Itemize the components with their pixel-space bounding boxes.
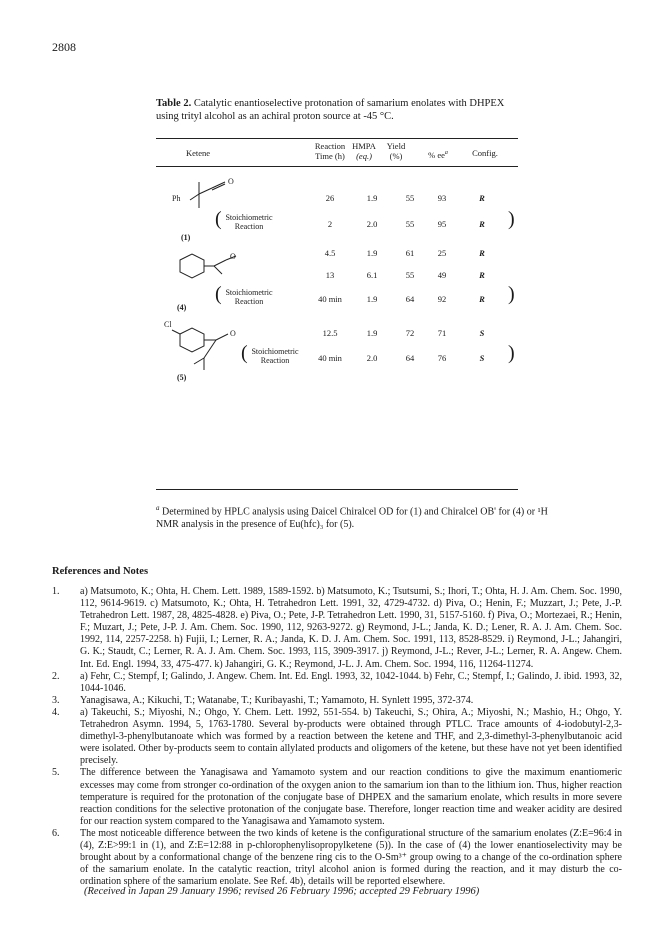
table-cell: 13 bbox=[325, 270, 335, 280]
table-cell: 1.9 bbox=[366, 248, 378, 258]
oxygen-label-5: O bbox=[230, 329, 236, 338]
reference-item: 6. The most noticeable difference between the two kinds of ketene is the configurational structure of the samarium enolates (Z:E=96:4 in (4), Z:E>99:1 in (1), and Z:E=12:88 in p-chlorophenylisopropylketene (5)). In the case of (4) the lower enantioselectivity may be brought about by a conformational change of the benzene ring cis to the O-Sm³⁺ group owing to a change of the co-ordination sphere of the samarium enolate. In the catalytic reaction, trityl alcohol anion is formed during the reaction, and it may disturb the co-ordination sphere of the samarium enolate. See Ref. 4b), details will be reported elsewhere. bbox=[52, 827, 622, 888]
stoichiometric-label-4: Stoichiometric Reaction bbox=[225, 288, 273, 306]
table-cell: 40 min bbox=[318, 294, 342, 304]
table-cell: S bbox=[479, 328, 485, 338]
oxygen-label-1: O bbox=[228, 177, 234, 186]
chlorine-label: Cl bbox=[164, 320, 172, 329]
table-cell: 1.9 bbox=[366, 328, 378, 338]
header-ketene: Ketene bbox=[185, 148, 211, 158]
header-hmpa: HMPA (eq.) bbox=[352, 141, 376, 161]
reference-item: 3. Yanagisawa, A.; Kikuchi, T.; Watanabe, T.; Kuribayashi, T.; Yamamoto, H. Synlett 1995, 372-374. bbox=[52, 694, 474, 706]
reference-item: 4. a) Takeuchi, S.; Miyoshi, N.; Ohgo, Y. Chem. Lett. 1992, 551-554. b) Takeuchi, S.; Ohira, A.; Miyoshi, N.; Mashio, H.; Ohgo, Y. Tetrahedron Asymn. 1994, 5, 1763-1780. Several by-products were obtained through PTLC. Trace amounts of 4-iodobutyl-2,3-dimethyl-3-phenylbutanoate which was formed by a reaction between the ketene and THF, and 2,3-dimethyl-3-phenylbutanoic acid were isolated. Other by-products seem to contain allylated products and oligomers of the ketene, but these have not yet been identified precisely. bbox=[52, 706, 622, 767]
table-bottom-rule bbox=[156, 489, 518, 490]
header-reaction-time: Reaction Time (h) bbox=[314, 141, 346, 161]
table-cell: 6.1 bbox=[366, 270, 378, 280]
received-dates: (Received in Japan 29 January 1996; revised 26 February 1996; accepted 29 February 1996) bbox=[84, 886, 480, 897]
phenyl-label: Ph bbox=[172, 194, 181, 203]
stoichiometric-label-1: Stoichiometric Reaction bbox=[225, 213, 273, 231]
header-config: Config. bbox=[472, 148, 498, 158]
table-cell: 2 bbox=[327, 219, 333, 229]
table-cell: 12.5 bbox=[322, 328, 338, 338]
page-number: 2808 bbox=[52, 40, 76, 54]
reference-item: 2. a) Fehr, C.; Stempf, I; Galindo, J. Angew. Chem. Int. Ed. Engl. 1993, 32, 1042-1044. b) Fehr, C.; Stempf, I.; Galindo, J. ibid. 1993, 32, 1044-1046. bbox=[52, 670, 622, 694]
open-paren-4: ( bbox=[215, 283, 222, 305]
reference-item: 1. a) Matsumoto, K.; Ohta, H. Chem. Lett. 1989, 1589-1592. b) Matsumoto, K.; Tsutsumi, S.; Ihori, T.; Ohta, H. J. Am. Chem. Soc. 1990, 112, 9614-9619. c) Matsumoto, K.; Ohta, H. Tetrahedron Lett. 1991, 32, 4729-4732. d) Piva, O.; Henin, F.; Muzzart, J.; Pete, J.-P. Tetrahedron Lett. 1987, 28, 4825-4828. e) Piva, O.; Pete, J-P. Tetrahedron Lett. 1990, 31, 5157-5160. f) Piva, O.; Mortezaei, R.; Henin, F.; Muzart, J.; Pete, J-P. J. Am. Chem. Soc. 1990, 112, 9263-9272. g) Reymond, J-L.; Janda, K. D.; Lener, R. A. J. Am. Chem. Soc. 1992, 114, 2257-2258. h) Fujii, I.; Lerner, R. A.; Janda, K. D. J. Am. Chem. Soc. 1991, 113, 8528-8529. i) Reymond, J-L.; Jahangiri, G. K.; Staudt, C.; Lerner, R. A. J. Am. Chem. Soc. 1993, 115, 3909-3917. j) Reymond, J-L.; Rever, J-L.; Lerner, R. A. Angew. Chem. Int. Ed. Engl. 1994, 33, 475-477. k) Jahangiri, G. K.; Reymond, J-L. J. Am. Chem. Soc. 1994, 116, 11264-11274. bbox=[52, 586, 622, 670]
table-label: Table 2. bbox=[156, 98, 192, 109]
table-cell: R bbox=[479, 193, 485, 203]
table-cell: R bbox=[479, 294, 485, 304]
table-cell: R bbox=[479, 219, 485, 229]
table-cell: 2.0 bbox=[366, 353, 378, 363]
table-cell: 55 bbox=[405, 193, 415, 203]
table-cell: 76 bbox=[437, 353, 447, 363]
table-cell: 61 bbox=[405, 248, 415, 258]
table-cell: 95 bbox=[437, 219, 447, 229]
table-cell: 93 bbox=[437, 193, 447, 203]
table-cell: 4.5 bbox=[324, 248, 336, 258]
table-top-rule bbox=[156, 138, 518, 139]
compound-4-label: (4) bbox=[177, 303, 187, 312]
table-cell: 64 bbox=[405, 353, 415, 363]
table-cell: 40 min bbox=[318, 353, 342, 363]
open-paren-5: ( bbox=[241, 342, 248, 364]
table-cell: 64 bbox=[405, 294, 415, 304]
header-ee: % $ee^a$ bbox=[428, 149, 448, 160]
table-header-rule bbox=[156, 166, 518, 167]
close-paren-5: ) bbox=[508, 342, 515, 364]
table-cell: 26 bbox=[325, 193, 335, 203]
stoichiometric-label-5: Stoichiometric Reaction bbox=[251, 347, 299, 365]
table-cell: 2.0 bbox=[366, 219, 378, 229]
table-cell: 92 bbox=[437, 294, 447, 304]
close-paren-4: ) bbox=[508, 283, 515, 305]
table-cell: R bbox=[479, 270, 485, 280]
compound-1-label: (1) bbox=[181, 233, 191, 242]
open-paren-1: ( bbox=[215, 208, 222, 230]
table-footnote: $^a$ Determined by HPLC analysis using Daicel Chiralcel OD for (1) and Chiralcel OB' for (4) or ¹H NMR analysis in the presence of Eu(hfc)₃ for (5). bbox=[156, 504, 548, 531]
reference-item: 5. The difference between the Yanagisawa and Yamamoto system and our reaction conditions to give the maximum enantiomeric excesses may come from stronger co-ordination of the oxygen anion to the samarium ion than to the lithium ion. Thus, higher reaction temperature is required for the protonation of the conjugate base of DHPEX and the samarium enolate, which results in more severe reaction conditions for the selective protonation of the conjugate base. Therefore, longer reaction time and weaker acidity are desired for our reaction system compared to the Yanagisawa and Yamamoto system. bbox=[52, 767, 622, 827]
table-cell: S bbox=[479, 353, 485, 363]
table-cell: 55 bbox=[405, 270, 415, 280]
table-cell: 1.9 bbox=[366, 294, 378, 304]
oxygen-label-4: O bbox=[230, 252, 236, 261]
table-cell: 1.9 bbox=[366, 193, 378, 203]
references-list bbox=[52, 586, 622, 888]
table-caption-text: Catalytic enantioselective protonation of samarium enolates with DHPEX using trityl alcohol as an achiral proton source at -45 °C. bbox=[156, 98, 505, 122]
table-caption bbox=[156, 97, 516, 123]
table-cell: 72 bbox=[405, 328, 415, 338]
close-paren-1: ) bbox=[508, 208, 515, 230]
compound-5-label: (5) bbox=[177, 373, 187, 382]
table-cell: 55 bbox=[405, 219, 415, 229]
table-cell: 49 bbox=[437, 270, 447, 280]
table-cell: R bbox=[479, 248, 485, 258]
table-cell: 71 bbox=[437, 328, 447, 338]
references-heading: References and Notes bbox=[52, 566, 149, 577]
table-cell: 25 bbox=[437, 248, 447, 258]
header-yield: Yield (%) bbox=[386, 141, 406, 161]
